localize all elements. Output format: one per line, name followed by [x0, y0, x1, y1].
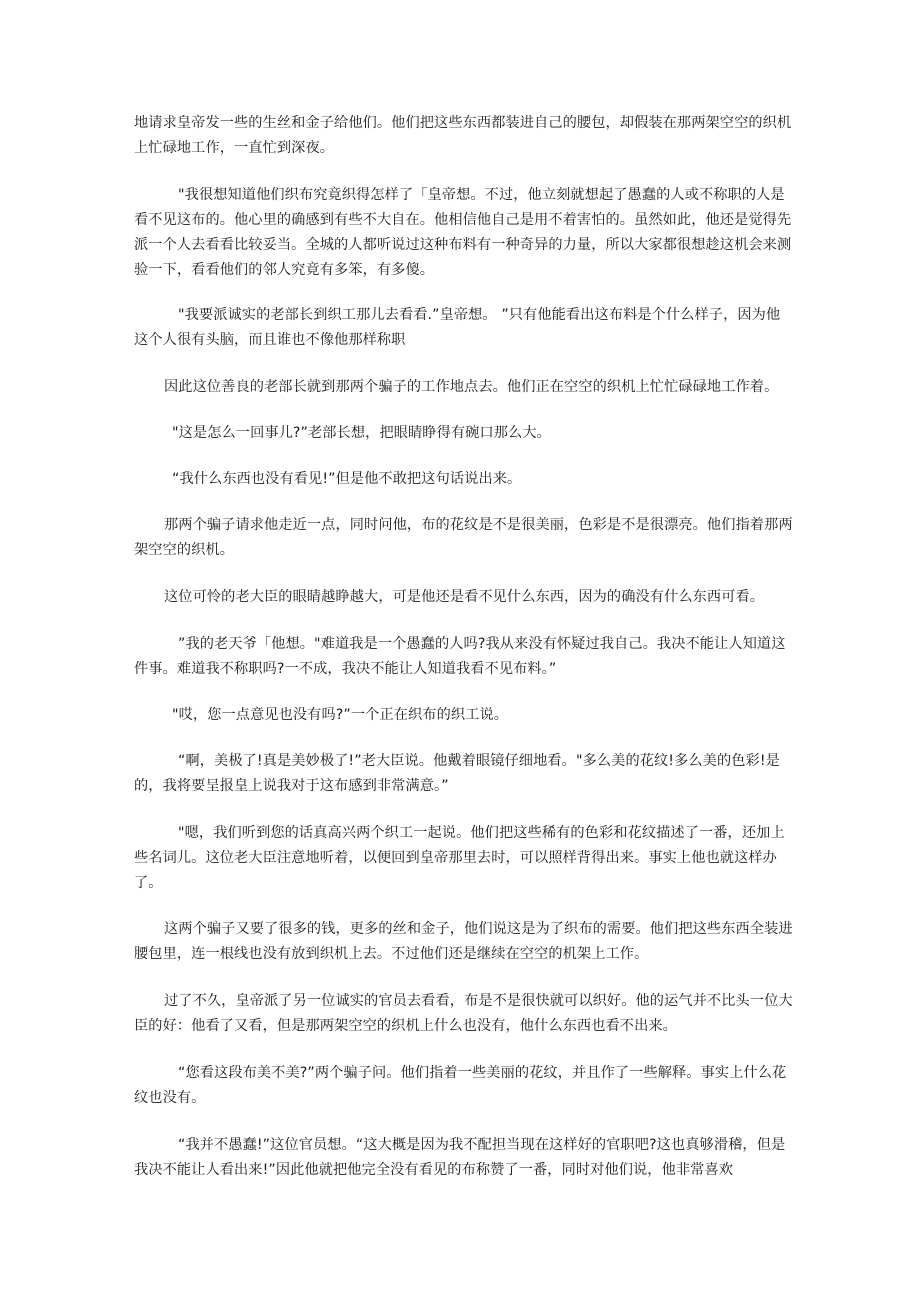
paragraph-12: "嗯，我们听到您的话真高兴两个织工一起说。他们把这些稀有的色彩和花纹描述了一番，还加上些名词儿。这位老大臣注意地听着，以便回到皇帝那里去时，可以照样背得出来。事实上他也就这样办了。	[134, 825, 785, 891]
paragraph-10: "哎，您一点意见也没有吗?”一个正在织布的织工说。	[172, 707, 509, 723]
paragraph-2: "我很想知道他们织布究竟织得怎样了「皇帝想。不过，他立刻就想起了愚蠢的人或不称职的人是看不见这布的。他心里的确感到有些不大自在。他相信他自己是用不着害怕的。虽然如此，他还是觉得先派一个人去看看比较妥当。全城的人都听说过这种布料有一种奇异的力量，所以大家都很想趁这机会来测验一下，看看他们的邻人究竟有多笨，有多傻。	[134, 187, 792, 278]
paragraph-11: “啊，美极了!真是美妙极了!”老大臣说。他戴着眼镜仔细地看。"多么美的花纹!多么美的色彩!是的，我将要呈报皇上说我对于这布感到非常满意。”	[134, 753, 780, 794]
paragraph-6: “我什么东西也没有看见!”但是他不敢把这句话说出来。	[172, 471, 522, 487]
paragraph-16: “我并不愚蠢!”这位官员想。“这大概是因为我不配担当现在这样好的官职吧?这也真够滑稽，但是我决不能让人看出来!”因此他就把他完全没有看见的布称赞了一番，同时对他们说，他非常喜欢	[134, 1137, 786, 1178]
paragraph-14: 过了不久，皇帝派了另一位诚实的官员去看看，布是不是很快就可以织好。他的运气并不比头一位大臣的好：他看了又看，但是那两架空空的织机上什么也没有，他什么东西也看不出来。	[134, 993, 793, 1034]
paragraph-4: 因此这位善良的老部长就到那两个骗子的工作地点去。他们正在空空的织机上忙忙碌碌地工作着。	[164, 379, 779, 395]
paragraph-13: 这两个骗子又要了很多的钱，更多的丝和金子，他们说这是为了织布的需要。他们把这些东西全装进腰包里，连一根线也没有放到织机上去。不过他们还是继续在空空的机架上工作。	[134, 921, 793, 962]
paragraph-1: 地请求皇帝发一些的生丝和金子给他们。他们把这些东西都装进自己的腰包，却假装在那两架空空的织机上忙碌地工作，一直忙到深夜。	[134, 115, 792, 156]
paragraph-5: "这是怎么一回事儿?”老部长想，把眼睛睁得有碗口那么大。	[172, 425, 551, 441]
paragraph-15: “您看这段布美不美?”两个骗子问。他们指着一些美丽的花纹，并且作了一些解释。事实上什么花纹也没有。	[134, 1065, 787, 1106]
paragraph-8: 这位可怜的老大臣的眼睛越睁越大，可是他还是看不见什么东西，因为的确没有什么东西可看。	[164, 589, 765, 605]
paragraph-3: "我要派诚实的老部长到织工那儿去看看.”皇帝想。 ”只有他能看出这布料是个什么样子，因为他这个人很有头脑，而且谁也不像他那样称职	[134, 307, 781, 348]
paragraph-9: ”我的老天爷「他想。"难道我是一个愚蠢的人吗?我从来没有怀疑过我自己。我决不能让人知道这件事。难道我不称职吗?一不成，我决不能让人知道我看不见布料。”	[134, 636, 786, 677]
paragraph-7: 那两个骗子请求他走近一点，同时问他，布的花纹是不是很美丽，色彩是不是很漂亮。他们指着那两架空空的织机。	[134, 517, 793, 558]
